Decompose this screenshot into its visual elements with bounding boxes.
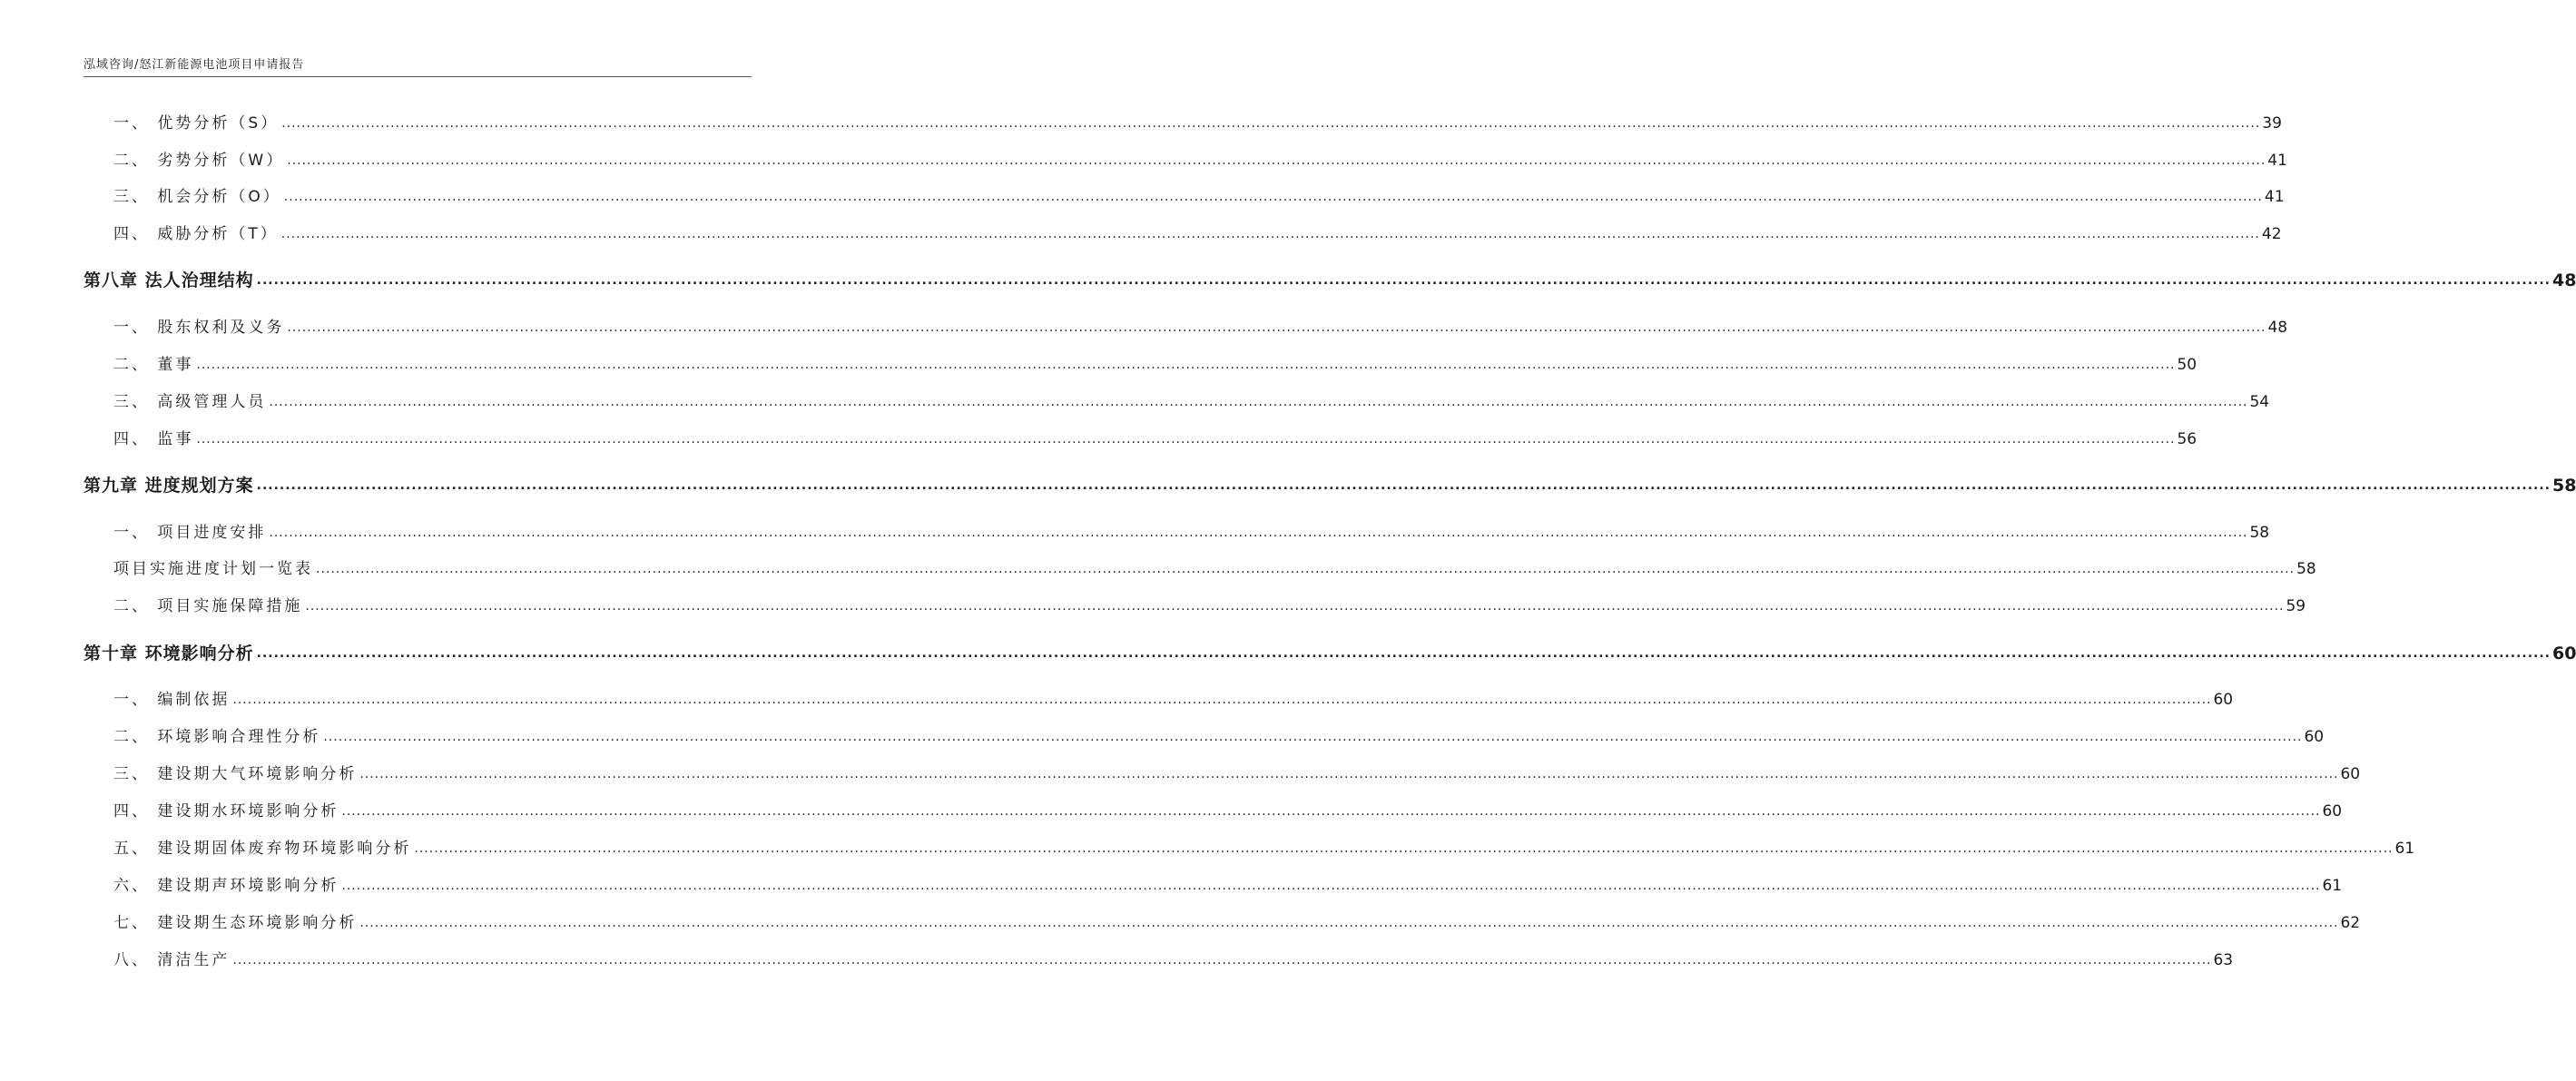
toc-entry-title: 二、 董事 [113,355,196,375]
toc-entry-title: 二、 劣势分析（W） [113,151,287,171]
toc-entry-title: 三、 机会分析（O） [113,187,284,207]
toc-entry-title: 一、 项目进度安排 [113,523,269,543]
toc-page-number: 54 [2249,393,2270,411]
toc-entry[interactable] [0,723,2325,747]
toc-page-number: 39 [2262,114,2282,133]
toc-dot-leader: ................................................................................................................................................................................................................................................................................................................................................................................................................ [269,395,2248,409]
toc-page-number: 61 [2322,877,2343,895]
toc-entry-title: 一、 股东权利及义务 [113,318,287,338]
toc-entry-title: 三、 高级管理人员 [113,392,269,412]
running-header: 泓域咨询/怒江新能源电池项目申请报告 [84,58,305,72]
toc-dot-leader: ................................................................................................................................................................................................................................................................................................................................................................................................................ [256,646,2551,661]
toc-page-number: 60 [2551,644,2576,663]
toc-dot-leader: ................................................................................................................................................................................................................................................................................................................................................................................................................ [316,562,2296,576]
toc-entry-title: 第九章 进度规划方案 [84,476,257,496]
toc-page-number: 60 [2304,728,2325,746]
toc-dot-leader: ................................................................................................................................................................................................................................................................................................................................................................................................................ [196,358,2176,372]
toc-entry[interactable] [0,426,2197,449]
toc-entry[interactable] [0,872,2343,896]
toc-entry-title: 五、 建设期固体废弃物环境影响分析 [113,839,414,859]
toc-entry-title: 二、 项目实施保障措施 [113,596,305,616]
toc-page-number: 41 [2267,152,2287,170]
toc-page-number: 50 [2177,356,2197,374]
toc-page-number: 62 [2340,914,2361,932]
toc-page-number: 56 [2177,430,2197,448]
toc-entry[interactable] [0,351,2197,375]
toc-entry[interactable] [0,798,2343,821]
toc-page-number: 58 [2296,560,2316,578]
toc-entry[interactable] [0,147,2287,171]
toc-dot-leader: ................................................................................................................................................................................................................................................................................................................................................................................................................ [341,879,2321,893]
toc-entry[interactable] [0,519,2270,543]
toc-page-number: 58 [2551,476,2576,496]
toc-page-number: 60 [2322,802,2343,821]
toc-page-number: 60 [2340,765,2361,783]
toc-page-number: 61 [2394,840,2415,858]
toc-entry[interactable] [0,909,2361,933]
toc-entry[interactable] [0,835,2415,859]
toc-dot-leader: ................................................................................................................................................................................................................................................................................................................................................................................................................ [280,227,2260,241]
toc-chapter-entry[interactable] [0,472,2576,496]
toc-entry[interactable] [0,593,2306,616]
toc-entry-title: 四、 建设期水环境影响分析 [113,801,341,821]
header-rule [84,76,752,77]
toc-entry[interactable] [0,686,2234,710]
toc-dot-leader: ................................................................................................................................................................................................................................................................................................................................................................................................................ [232,693,2212,707]
toc-dot-leader: ................................................................................................................................................................................................................................................................................................................................................................................................................ [269,526,2248,540]
toc-entry-title: 第十章 环境影响分析 [84,644,257,663]
toc-dot-leader: ................................................................................................................................................................................................................................................................................................................................................................................................................ [256,478,2551,493]
toc-page-number: 42 [2261,225,2282,243]
toc-dot-leader: ................................................................................................................................................................................................................................................................................................................................................................................................................ [323,730,2303,744]
toc-entry[interactable] [0,183,2285,207]
toc-entry[interactable] [0,314,2288,338]
toc-dot-leader: ................................................................................................................................................................................................................................................................................................................................................................................................................ [287,320,2266,335]
toc-dot-leader: ................................................................................................................................................................................................................................................................................................................................................................................................................ [359,916,2339,930]
toc-entry[interactable] [0,761,2361,784]
toc-dot-leader: ................................................................................................................................................................................................................................................................................................................................................................................................................ [305,599,2285,614]
toc-entry-title: 项目实施进度计划一览表 [113,559,316,579]
toc-entry[interactable] [0,388,2270,412]
toc-dot-leader: ................................................................................................................................................................................................................................................................................................................................................................................................................ [283,190,2263,204]
toc-entry-title: 一、 优势分析（S） [113,113,281,133]
toc-dot-leader: ................................................................................................................................................................................................................................................................................................................................................................................................................ [232,953,2212,968]
toc-entry-title: 八、 清洁生产 [113,950,232,970]
toc-entry-title: 二、 环境影响合理性分析 [113,727,323,747]
toc-entry-title: 四、 监事 [113,429,196,449]
toc-page-number: 58 [2249,524,2270,542]
toc-entry-title: 一、 编制依据 [113,690,232,710]
toc-dot-leader: ................................................................................................................................................................................................................................................................................................................................................................................................................ [359,767,2339,781]
toc-entry-title: 四、 威胁分析（T） [113,224,281,244]
toc-entry-title: 六、 建设期声环境影响分析 [113,876,341,896]
toc-dot-leader: ................................................................................................................................................................................................................................................................................................................................................................................................................ [341,804,2321,819]
toc-entry-title: 第八章 法人治理结构 [84,270,257,290]
toc-entry[interactable] [0,110,2282,133]
toc-chapter-entry[interactable] [0,267,2576,290]
toc-dot-leader: ................................................................................................................................................................................................................................................................................................................................................................................................................ [287,153,2266,168]
toc-entry-title: 三、 建设期大气环境影响分析 [113,764,359,784]
toc-page-number: 59 [2286,597,2306,615]
toc-entry[interactable] [0,555,2316,579]
toc-dot-leader: ................................................................................................................................................................................................................................................................................................................................................................................................................ [196,432,2176,447]
toc-page-number: 60 [2213,691,2234,709]
toc-dot-leader: ................................................................................................................................................................................................................................................................................................................................................................................................................ [414,841,2394,856]
toc-entry[interactable] [0,221,2282,244]
toc-page-number: 41 [2264,188,2285,206]
toc-entry[interactable] [0,947,2234,970]
toc-chapter-entry[interactable] [0,640,2576,663]
toc-dot-leader: ................................................................................................................................................................................................................................................................................................................................................................................................................ [256,273,2551,288]
toc-page-number: 48 [2551,270,2576,290]
toc-page-number: 48 [2267,319,2288,337]
toc-entry-title: 七、 建设期生态环境影响分析 [113,913,359,933]
toc-page-number: 63 [2213,951,2234,969]
toc-dot-leader: ................................................................................................................................................................................................................................................................................................................................................................................................................ [281,116,2261,131]
